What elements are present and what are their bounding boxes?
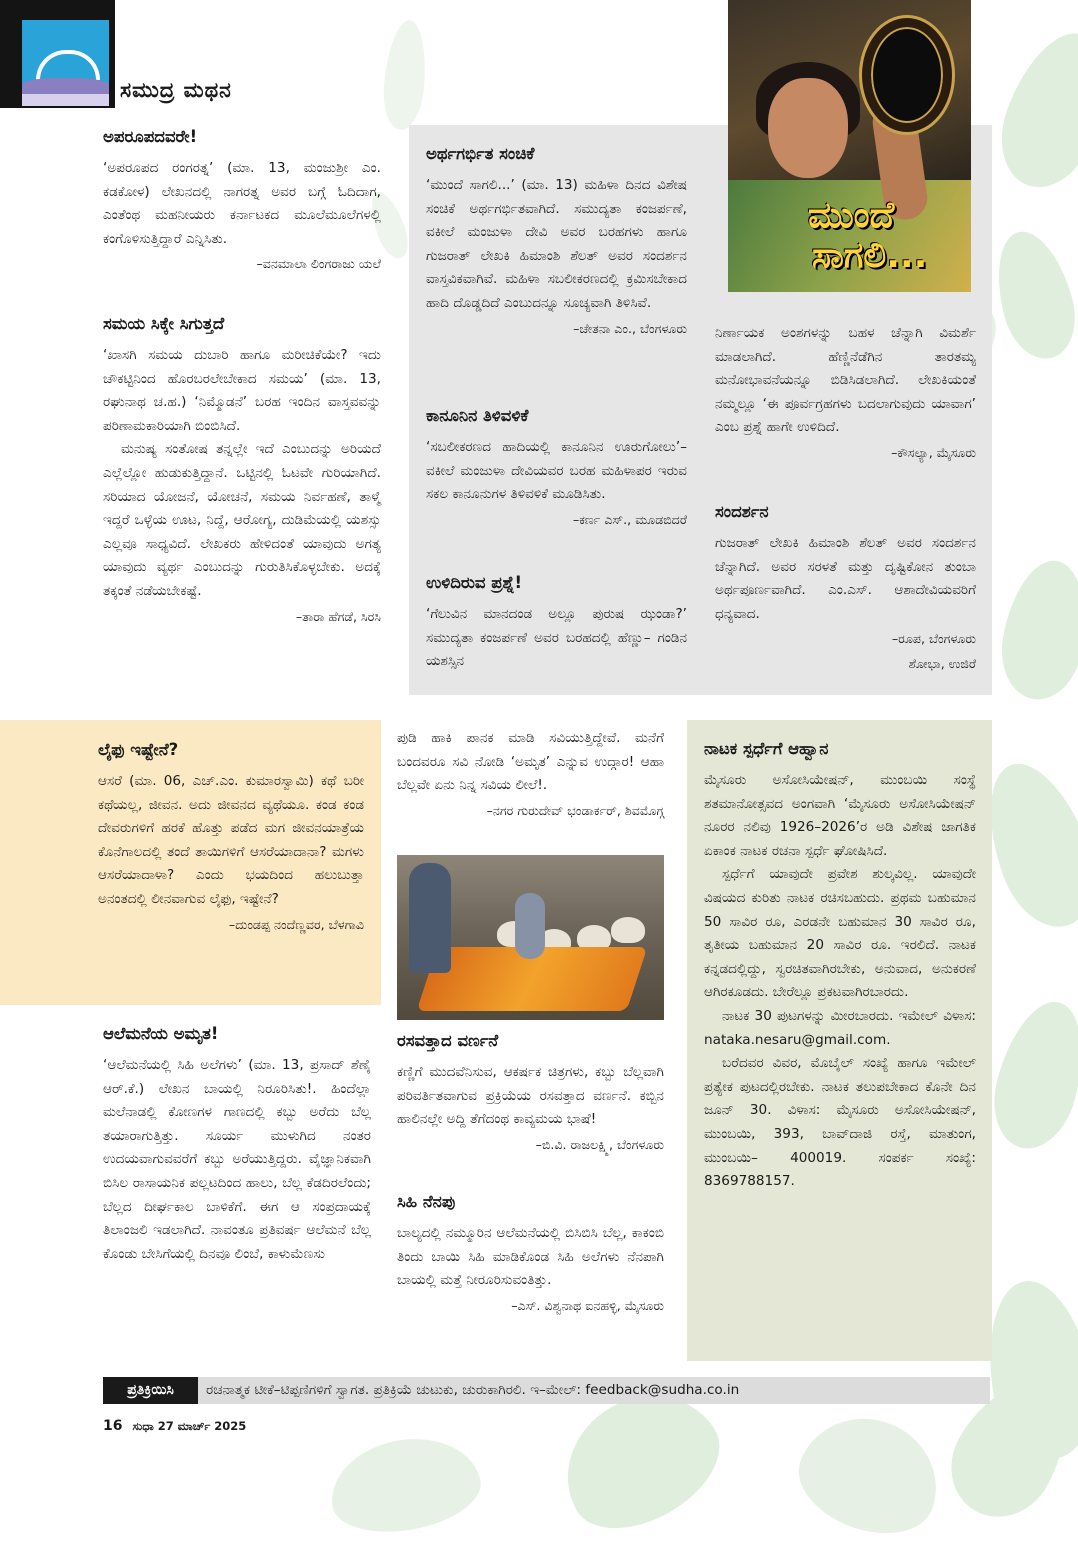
section-title: ಸಮುದ್ರ ಮಥನ [120,78,232,102]
letter-body: ‘ಗೆಲುವಿನ ಮಾನದಂಡ ಅಲ್ಲೂ ಪುರುಷ ಝಂಡಾ?’ ಸಮುದ್ಯತಾ ಕಂಜರ್ಪಣೆ ಅವರ ಬರಹದಲ್ಲಿ ಹೆಣ್ಣು– ಗಂಡಿನ ಯಶಸ್ಸಿನ [426,606,687,670]
section-logo [0,0,115,108]
letter-body: ‘ಸಬಲೀಕರಣದ ಹಾದಿಯಲ್ಲಿ ಕಾನೂನಿನ ಊರುಗೋಲು’– ವಕೀಲೆ ಮಂಜುಳಾ ದೇವಿಯವರ ಬರಹ ಮಹಿಳಾಪರ ಇರುವ ಸಕಲ ಕಾನೂನುಗಳ ತಿಳಿವಳಿಕೆ ಮೂಡಿಸಿತು. [426,439,687,503]
page-number: 16 [103,1418,123,1434]
page-footer [103,1418,246,1434]
letter-signature: –ರೂಪ, ಬೆಂಗಳೂರು [891,631,976,647]
letter-prashne [426,572,687,674]
letter-signature: –ವನಮಾಲಾ ಲಿಂಗರಾಜು ಯಲೆ [256,256,381,272]
letter-kanoon [426,405,687,531]
feedback-label: ಪ್ರತಿಕ್ರಿಯಿಸಿ [103,1377,198,1404]
letter-body: ಕಣ್ಣಿಗೆ ಮುದವೆನಿಸುವ, ಆಕರ್ಷಕ ಚಿತ್ರಗಳು, ಕಬ್ಬು ಬೆಲ್ಲವಾಗಿ ಪರಿವರ್ತಿತವಾಗುವ ಪ್ರಕ್ರಿಯೆಯ ರಸವತ್ತಾದ ವರ್ಣನೆ. ಕಬ್ಬಿನ ಹಾಲಿನಲ್ಲೇ ಅದ್ದಿ ತೆಗೆದಂಥ ಕಾವ್ಯಮಯ ಭಾಷೆ! [397,1064,664,1128]
letter-heading: ರಸವತ್ತಾದ ವರ್ಣನೆ [397,1031,499,1050]
letter-signature: –ಕೌಸಲ್ಯಾ, ಮೈಸೂರು [891,444,976,460]
letter-body: ಸ್ಪರ್ಧೆಗೆ ಯಾವುದೇ ಪ್ರವೇಶ ಶುಲ್ಕವಿಲ್ಲ. ಯಾವುದೇ ವಿಷಯದ ಕುರಿತು ನಾಟಕ ರಚಿಸಬಹುದು. ಪ್ರಥಮ ಬಹುಮಾನ 50 ಸಾವಿರ ರೂ, ಎರಡನೇ ಬಹುಮಾನ 30 ಸಾವಿರ ರೂ, ತೃತೀಯ ಬಹುಮಾನ 20 ಸಾವಿರ ರೂ. ಇರಲಿದೆ. ನಾಟಕ ಕನ್ನಡದಲ್ಲಿದ್ದು, ಸ್ವರಚಿತವಾಗಿರಬೇಕು, ಅನುವಾದ, ಅನುಕರಣೆ ಆಗಿರಕೂಡದು. ಬೇರೆಲ್ಲೂ ಪ್ರಕಟವಾಗಿರಬಾರದು. [704,866,976,1001]
letter-heading: ಅಪರೂಪದವರೇ! [103,127,198,146]
letter-body: ಪುಡಿ ಹಾಕಿ ಪಾನಕ ಮಾಡಿ ಸವಿಯುತ್ತಿದ್ದೇವೆ. ಮನೆಗೆ ಬಂದವರೂ ಸವಿ ನೋಡಿ ‘ಅಮೃತ’ ಎನ್ನುವ ಉದ್ಗಾರ! ಆಹಾ ಬೆಲ್ಲವೇ ಏನು ನಿನ್ನ ಸವಿಯ ಲೀಲೆ!. [397,730,664,794]
letter-signature: –ಎಸ್. ವಿಶ್ವನಾಥ ಐನಹಳ್ಳಿ, ಮೈಸೂರು [511,1297,664,1313]
letter-signature: –ಕರ್ಣ ಎಸ್., ಮೂಡಬಿದರೆ [572,511,687,527]
letter-sihi [397,1191,664,1317]
letter-heading: ಸಿಹಿ ನೆನಪು [397,1192,456,1211]
woman-with-mirror-photo [728,0,971,292]
letter-artha [426,143,687,340]
letter-body: ಬಾಲ್ಯದಲ್ಲಿ ನಮ್ಮೂರಿನ ಆಲೆಮನೆಯಲ್ಲಿ ಬಿಸಿಬಿಸಿ ಬೆಲ್ಲ, ಕಾಕಂಬಿ ತಿಂದು ಬಾಯಿ ಸಿಹಿ ಮಾಡಿಕೊಂಡ ಸಿಹಿ ಅಲೆಗಳು ನೆನಪಾಗಿ ಬಾಯಲ್ಲಿ ಮತ್ತೆ ನೀರೂರಿಸುವಂತಿತ್ತು. [397,1225,664,1289]
letter-body: ‘ಮುಂದೆ ಸಾಗಲಿ...’ (ಮಾ. 13) ಮಹಿಳಾ ದಿನದ ವಿಶೇಷ ಸಂಚಿಕೆ ಅರ್ಥಗರ್ಭಿತವಾಗಿದೆ. ಸಮುದ್ಯತಾ ಕಂಜರ್ಪಣೆ, ವಕೀಲೆ ಮಂಜುಳಾ ದೇವಿ ಅವರ ಬರಹಗಳು ಹಾಗೂ ಗುಜರಾತ್ ಲೇಖಕಿ ಹಿಮಾಂಶಿ ಶೆಲತ್ ಅವರ ಸಂದರ್ಶನ ವಾಸ್ತವಿಕವಾಗಿವೆ. ಮಹಿಳಾ ಸಬಲೀಕರಣದಲ್ಲಿ ಕ್ರಮಿಸಬೇಕಾದ ಹಾದಿ ದೊಡ್ಡದಿದೆ ಎಂಬುದನ್ನೂ ಸೂಚ್ಯವಾಗಿ ತಿಳಿಸಿವೆ. [426,177,687,311]
letter-rasavattada [397,1030,664,1156]
letter-heading: ಆಲೆಮನೆಯ ಅಮೃತ! [103,1024,219,1043]
letter-body: ಮನುಷ್ಯ ಸಂತೋಷ ತನ್ನಲ್ಲೇ ಇದೆ ಎಂಬುದನ್ನು ಅರಿಯದೆ ಎಲ್ಲೆಲ್ಲೋ ಹುಡುಕುತ್ತಿದ್ದಾನೆ. ಒಟ್ಟಿನಲ್ಲಿ ಓಟವೇ ಗುರಿಯಾಗಿದೆ. ಸರಿಯಾದ ಯೋಜನೆ, ಯೋಚನೆ, ಸಮಯ ನಿರ್ವಹಣೆ, ತಾಳ್ಮೆ ಇದ್ದರೆ ಒಳ್ಳೆಯ ಊಟ, ನಿದ್ದೆ, ಆರೋಗ್ಯ, ದುಡಿಮೆಯಲ್ಲಿ ಯಶಸ್ಸು ಎಲ್ಲವೂ ಸಾಧ್ಯವಿದೆ. ಲೇಖಕರು ಹೇಳಿದಂತೆ ಯಾವುದು ಅಗತ್ಯ ಯಾವುದು ವ್ಯರ್ಥ ಎಂಬುದನ್ನು ಗುರುತಿಸಿಕೊಳ್ಳಬೇಕು. ಅದಕ್ಕೆ ತಕ್ಕಂತೆ ನಡೆಯಬೇಕಷ್ಟೆ. [103,441,381,599]
letter-signature: –ಚೇತನಾ ಎಂ., ಬೆಂಗಳೂರು [573,320,687,336]
letter-body: ಆಸರೆ (ಮಾ. 06, ಎಚ್.ಎಂ. ಕುಮಾರಸ್ವಾಮಿ) ಕಥೆ ಬರೀ ಕಥೆಯಲ್ಲ, ಜೀವನ. ಅದು ಜೀವನದ ವ್ಯಥೆಯೂ. ಕಂಡ ಕಂಡ ದೇವರುಗಳಿಗೆ ಹರಕೆ ಹೊತ್ತು ಪಡೆದ ಮಗ ಜೀವನಯಾತ್ರೆಯ ಕೊನೆಗಾಲದಲ್ಲಿ ತಂದೆ ತಾಯಿಗಳಿಗೆ ಆಸರೆಯಾದಾನಾ? ಮಗಳು ಆಸರೆಯಾದಾಳಾ? ಎಂದು ಭಯದಿಂದ ಹಲುಬುತ್ತಾ ಅನಂತದಲ್ಲಿ ಲೀನವಾಗುವ ಲೈಫು, ಇಷ್ಟೇನೆ? [98,773,364,907]
photo-caption-title: ಮುಂದೆ ಸಾಗಲಿ... [808,195,928,276]
letter-sandarshana [715,501,976,676]
letter-aparoopa [103,126,381,276]
letter-alemane-continued [397,727,664,822]
letter-signature: –ತಾರಾ ಹೆಗಡೆ, ಸಿರಸಿ [295,608,381,624]
letter-prashne-continued [715,322,976,465]
letter-body: ಬರೆದವರ ವಿವರ, ಮೊಬೈಲ್ ಸಂಖ್ಯೆ ಹಾಗೂ ಇಮೇಲ್ ಪ್ರತ್ಯೇಕ ಪುಟದಲ್ಲಿರಬೇಕು. ನಾಟಕ ತಲುಪಬೇಕಾದ ಕೊನೇ ದಿನ ಜೂನ್ 30. ವಿಳಾಸ: ಮೈಸೂರು ಅಸೋಸಿಯೇಷನ್, ಮುಂಬಯಿ, 393, ಬಾವ್‌ದಾಜಿ ರಸ್ತೆ, ಮಾತುಂಗ, ಮುಂಬಯಿ– 400019. ಸಂಪರ್ಕ ಸಂಖ್ಯೆ: 8369788157. [704,1055,976,1190]
feedback-text: ರಚನಾತ್ಮಕ ಟೀಕೆ–ಟಿಪ್ಪಣಿಗಳಿಗೆ ಸ್ವಾಗತ. ಪ್ರತಿಕ್ರಿಯೆ ಚುಟುಕು, ಚುರುಕಾಗಿರಲಿ. ಇ–ಮೇಲ್: feedback@sudha.co.in [206,1382,740,1398]
letter-body: ಗುಜರಾತ್ ಲೇಖಕಿ ಹಿಮಾಂಶಿ ಶೆಲತ್ ಅವರ ಸಂದರ್ಶನ ಚೆನ್ನಾಗಿದೆ. ಅವರ ಸರಳತೆ ಮತ್ತು ದೃಷ್ಟಿಕೋನ ತುಂಬಾ ಅರ್ಥಪೂರ್ಣವಾಗಿದೆ. ಎಂ.ಎಸ್. ಆಶಾದೇವಿಯವರಿಗೆ ಧನ್ಯವಾದ. [715,535,976,622]
feedback-bar [103,1377,990,1404]
letter-heading: ಅರ್ಥಗರ್ಭಿತ ಸಂಚಿಕೆ [426,144,535,163]
letter-signature: –ಬಿ.ವಿ. ರಾಜಲಕ್ಷ್ಮಿ, ಬೆಂಗಳೂರು [535,1136,664,1152]
letter-samaya [103,313,381,628]
letter-body: ನಾಟಕ 30 ಪುಟಗಳನ್ನು ಮೀರಬಾರದು. ಇಮೇಲ್ ವಿಳಾಸ: nataka.nesaru@gmail.com. [704,1007,976,1048]
jaggery-making-photo [397,855,664,1020]
letter-body: ‘ಅಪರೂಪದ ರಂಗರತ್ನ’ (ಮಾ. 13, ಮಂಜುಶ್ರೀ ಎಂ. ಕಡಕೋಳ) ಲೇಖನದಲ್ಲಿ ನಾಗರತ್ನ ಅವರ ಬಗ್ಗೆ ಓದಿದಾಗ, ಎಂತೆಂಥ ಮಹನೀಯರು ಕರ್ನಾಟಕದ ಮೂಲೆಮೂಲೆಗಳಲ್ಲಿ ಕಂಗೊಳಿಸುತ್ತಿದ್ದಾರೆ ಎನ್ನಿಸಿತು. [103,160,381,247]
letter-body: ಮೈಸೂರು ಅಸೋಸಿಯೇಷನ್, ಮುಂಬಯಿ ಸಂಸ್ಥೆ ಶತಮಾನೋತ್ಸವದ ಅಂಗವಾಗಿ ‘ಮೈಸೂರು ಅಸೋಸಿಯೇಷನ್ ನೂರರ ನಲಿವು 1926–2026’ರ ಅಡಿ ವಿಶೇಷ ಜಾಗತಿಕ ಏಕಾಂಕ ನಾಟಕ ರಚನಾ ಸ್ಪರ್ಧೆ ಘೋಷಿಸಿದೆ. [704,772,976,859]
letter-signature: –ನಗರ ಗುರುದೇವ್ ಭಂಡಾರ್ಕರ್, ಶಿವಮೊಗ್ಗ [486,802,664,818]
letter-body: ‘ಖಾಸಗಿ ಸಮಯ ದುಬಾರಿ ಹಾಗೂ ಮರೀಚಿಕೆಯೇ? ಇದು ಚೌಕಟ್ಟಿನಿಂದ ಹೊರಬರಲೇಬೇಕಾದ ಸಮಯ’ (ಮಾ. 13, ರಘುನಾಥ ಚ.ಹ.) ‘ನಿಮ್ಮೊಡನೆ’ ಬರಹ ಇಂದಿನ ವಾಸ್ತವವನ್ನು ಪರಿಣಾಮಕಾರಿಯಾಗಿ ಬಿಂಬಿಸಿದೆ. [103,347,381,434]
letter-heading: ಕಾನೂನಿನ ತಿಳಿವಳಿಕೆ [426,406,529,425]
letter-heading: ಸಂದರ್ಶನ [715,502,769,521]
nataka-announcement [704,738,976,1194]
letter-body: ‘ಆಲೆಮನೆಯಲ್ಲಿ ಸಿಹಿ ಅಲೆಗಳು’ (ಮಾ. 13, ಪ್ರಸಾದ್ ಶೆಣೈ ಆರ್.ಕೆ.) ಲೇಖನ ಬಾಯಲ್ಲಿ ನಿರೂರಿಸಿತು!. ಹಿಂದೆಲ್ಲಾ ಮಲೆನಾಡಲ್ಲಿ ಕೋಣಗಳ ಗಾಣದಲ್ಲಿ ಕಬ್ಬು ಅರೆದು ಬೆಲ್ಲ ತಯಾರಾಗುತ್ತಿತ್ತು. ಸೂರ್ಯ ಮುಳುಗಿದ ನಂತರ ಉದಯವಾಗುವವರೆಗೆ ಕಬ್ಬು ಅರೆಯುತ್ತಿದ್ದರು. ವೈಜ್ಞಾನಿಕವಾಗಿ ಬಿಸಿಲ ರಾಸಾಯನಿಕ ಪಲ್ಲಟದಿಂದ ಹಾಲು, ಬೆಲ್ಲ ಕೆಡದಿರಲೆಂದು; ಬೆಲ್ಲದ ದೀರ್ಘಕಾಲ ಬಾಳಿಕೆಗೆ. ಈಗ ಆ ಸಂಪ್ರದಾಯಕ್ಕೆ ತಿಲಾಂಜಲಿ ಇಡಲಾಗಿದೆ. ನಾವಂತೂ ಪ್ರತಿವರ್ಷ ಆಲೆಮನೆ ಬೆಲ್ಲ ಕೊಂಡು ಬೇಸಿಗೆಯಲ್ಲಿ ದಿನವೂ ಲಿಂಬೆ, ಕಾಳುಮೆಣಸು [103,1057,371,1262]
letter-heading: ನಾಟಕ ಸ್ಪರ್ಧೆಗೆ ಆಹ್ವಾನ [704,739,829,758]
issue-info: ಸುಧಾ 27 ಮಾರ್ಚ್ 2025 [132,1419,247,1433]
letter-heading: ಲೈಫು ಇಷ್ಟೇನೆ? [98,740,179,759]
letter-signature: –ದುಂಡಪ್ಪ ನಂದೆಣ್ಣವರ, ಬೆಳಗಾವಿ [228,916,364,932]
letter-body: ನಿರ್ಣಾಯಕ ಅಂಶಗಳನ್ನು ಬಹಳ ಚೆನ್ನಾಗಿ ವಿಮರ್ಶೆ ಮಾಡಲಾಗಿದೆ. ಹೆಣ್ಣಿನೆಡೆಗಿನ ತಾರತಮ್ಯ ಮನೋಭಾವನೆಯನ್ನೂ ಬಿಡಿಸಿಡಲಾಗಿದೆ. ಲೇಖಕಿಯಂತೆ ನಮ್ಮಲ್ಲೂ ‘ಈ ಪೂರ್ವಗ್ರಹಗಳು ಬದಲಾಗುವುದು ಯಾವಾಗ’ ಎಂಬ ಪ್ರಶ್ನೆ ಹಾಗೇ ಉಳಿದಿದೆ. [715,325,976,436]
letter-heading: ಸಮಯ ಸಿಕ್ಕೇ ಸಿಗುತ್ತದೆ [103,314,225,333]
letter-signature: ಶೋಭಾ, ಉಜಿರೆ [908,655,976,671]
letter-alemane [103,1023,371,1266]
letter-lifeu [98,739,364,936]
letter-heading: ಉಳಿದಿರುವ ಪ್ರಶ್ನೆ! [426,573,523,592]
